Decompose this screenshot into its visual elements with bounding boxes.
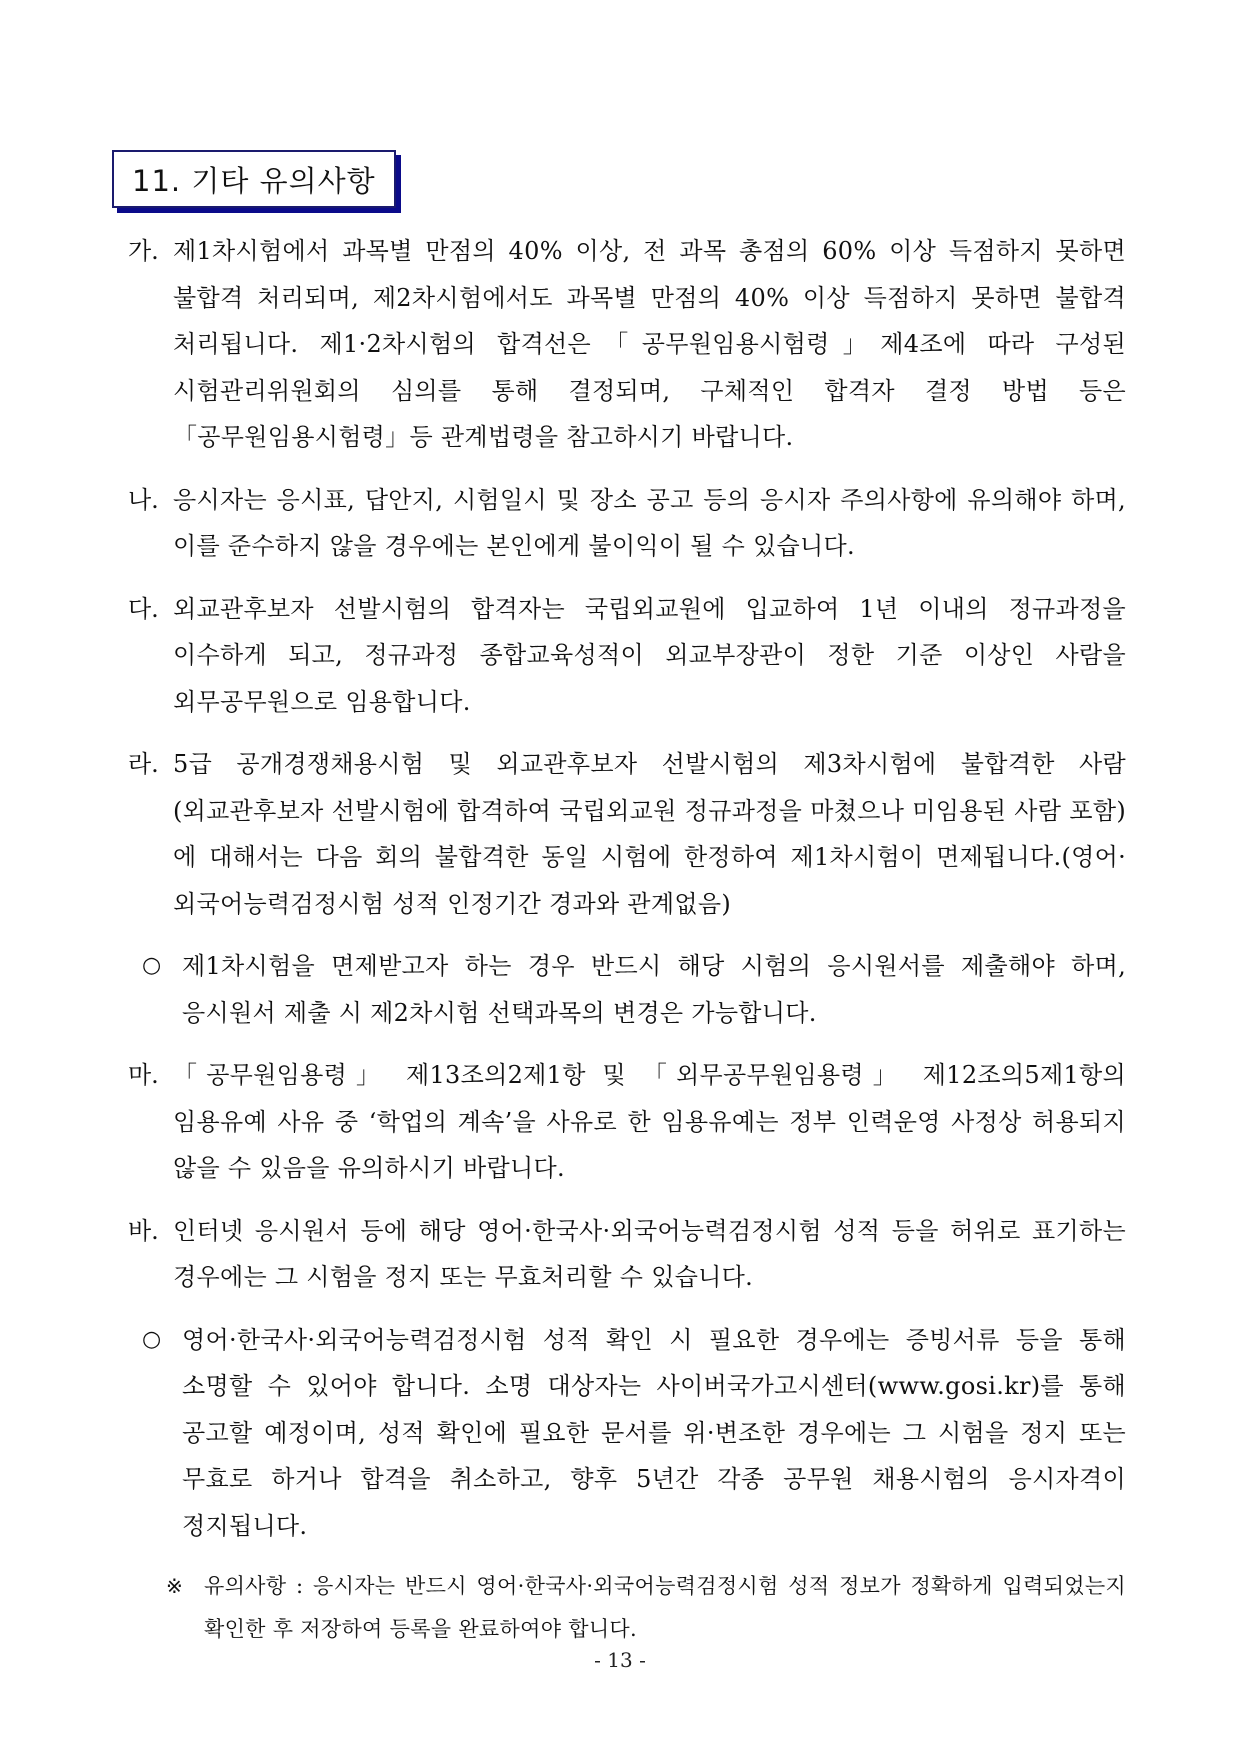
item-text: 제1차시험을 면제받고자 하는 경우 반드시 해당 시험의 응시원서를 제출해야 하며, 응시원서 제출 시 제2차시험 선택과목의 변경은 가능합니다. xyxy=(182,952,1126,1027)
item-text: 제1차시험에서 과목별 만점의 40% 이상, 전 과목 총점의 60% 이상 득점하지 못하면 불합격 처리되며, 제2차시험에서도 과목별 만점의 40% 이상 득점하지 못하면 불합격 처리됩니다. 제1·2차시험의 합격선은「공무원임용시험령」제4조에 따라 구성된 시험관리위원회의 심의를 통해 결정되며, 구체적인 합격자 결정 방법 등은「공무원임용시험령」등 관계법령을 참고하시기 바랍니다. xyxy=(173,237,1126,451)
circle-bullet-icon: ○ xyxy=(142,1326,162,1352)
section-title-box xyxy=(112,150,396,208)
item-marker: 가. xyxy=(128,237,159,265)
notice-item-ga xyxy=(128,228,1126,461)
notice-list xyxy=(128,228,1126,1667)
page-number: - 13 - xyxy=(594,1648,646,1672)
notice-subitem-exemption xyxy=(128,943,1126,1036)
item-text: 유의사항 : 응시자는 반드시 영어·한국사·외국어능력검정시험 성적 정보가 정확하게 입력되었는지 확인한 후 저장하여 등록을 완료하여야 합니다. xyxy=(204,1574,1126,1641)
item-marker: 다. xyxy=(128,594,159,623)
item-text: 영어·한국사·외국어능력검정시험 성적 확인 시 필요한 경우에는 증빙서류 등을 통해 소명할 수 있어야 합니다. 소명 대상자는 사이버국가고시센터(www.gosi.kr)를 통해 공고할 예정이며, 성적 확인에 필요한 문서를 위·변조한 경우에는 그 시험을 정지 또는 무효로 하거나 합격을 취소하고, 향후 5년간 각종 공무원 채용시험의 응시자격이 정지됩니다. xyxy=(182,1325,1126,1540)
item-text: 인터넷 응시원서 등에 해당 영어·한국사·외국어능력검정시험 성적 등을 허위로 표기하는 경우에는 그 시험을 정지 또는 무효처리할 수 있습니다. xyxy=(173,1216,1126,1291)
notice-caution-note xyxy=(128,1565,1126,1651)
notice-item-ma xyxy=(128,1052,1126,1192)
notice-item-na xyxy=(128,477,1126,570)
section-title: 11. 기타 유의사항 xyxy=(132,163,376,198)
item-marker: 라. xyxy=(128,750,159,778)
item-marker: 나. xyxy=(128,485,159,514)
item-text: 외교관후보자 선발시험의 합격자는 국립외교원에 입교하여 1년 이내의 정규과정을 이수하게 되고, 정규과정 종합교육성적이 외교부장관이 정한 기준 이상인 사람을 외무공무원으로 임용합니다. xyxy=(173,594,1126,716)
item-text: 응시자는 응시표, 답안지, 시험일시 및 장소 공고 등의 응시자 주의사항에 유의해야 하며, 이를 준수하지 않을 경우에는 본인에게 불이익이 될 수 있습니다. xyxy=(173,485,1126,560)
notice-item-da xyxy=(128,586,1126,726)
notice-item-ra xyxy=(128,741,1126,927)
item-marker: 바. xyxy=(128,1216,159,1245)
notice-subitem-verification xyxy=(128,1317,1126,1550)
item-text: 5급 공개경쟁채용시험 및 외교관후보자 선발시험의 제3차시험에 불합격한 사람(외교관후보자 선발시험에 합격하여 국립외교원 정규과정을 마쳤으나 미임용된 사람 포함)에 대해서는 다음 회의 불합격한 동일 시험에 한정하여 제1차시험이 면제됩니다.(영어·외국어능력검정시험 성적 인정기간 경과와 관계없음) xyxy=(173,750,1126,918)
item-text: 「공무원임용령」 제13조의2제1항 및 「외무공무원임용령」 제12조의5제1항의 임용유예 사유 중 ‘학업의 계속’을 사유로 한 임용유예는 정부 인력운영 사정상 허용되지 않을 수 있음을 유의하시기 바랍니다. xyxy=(173,1061,1126,1182)
item-marker: 마. xyxy=(128,1061,159,1089)
circle-bullet-icon: ○ xyxy=(142,953,162,978)
notice-item-ba xyxy=(128,1208,1126,1301)
reference-mark-icon: ※ xyxy=(166,1574,183,1598)
